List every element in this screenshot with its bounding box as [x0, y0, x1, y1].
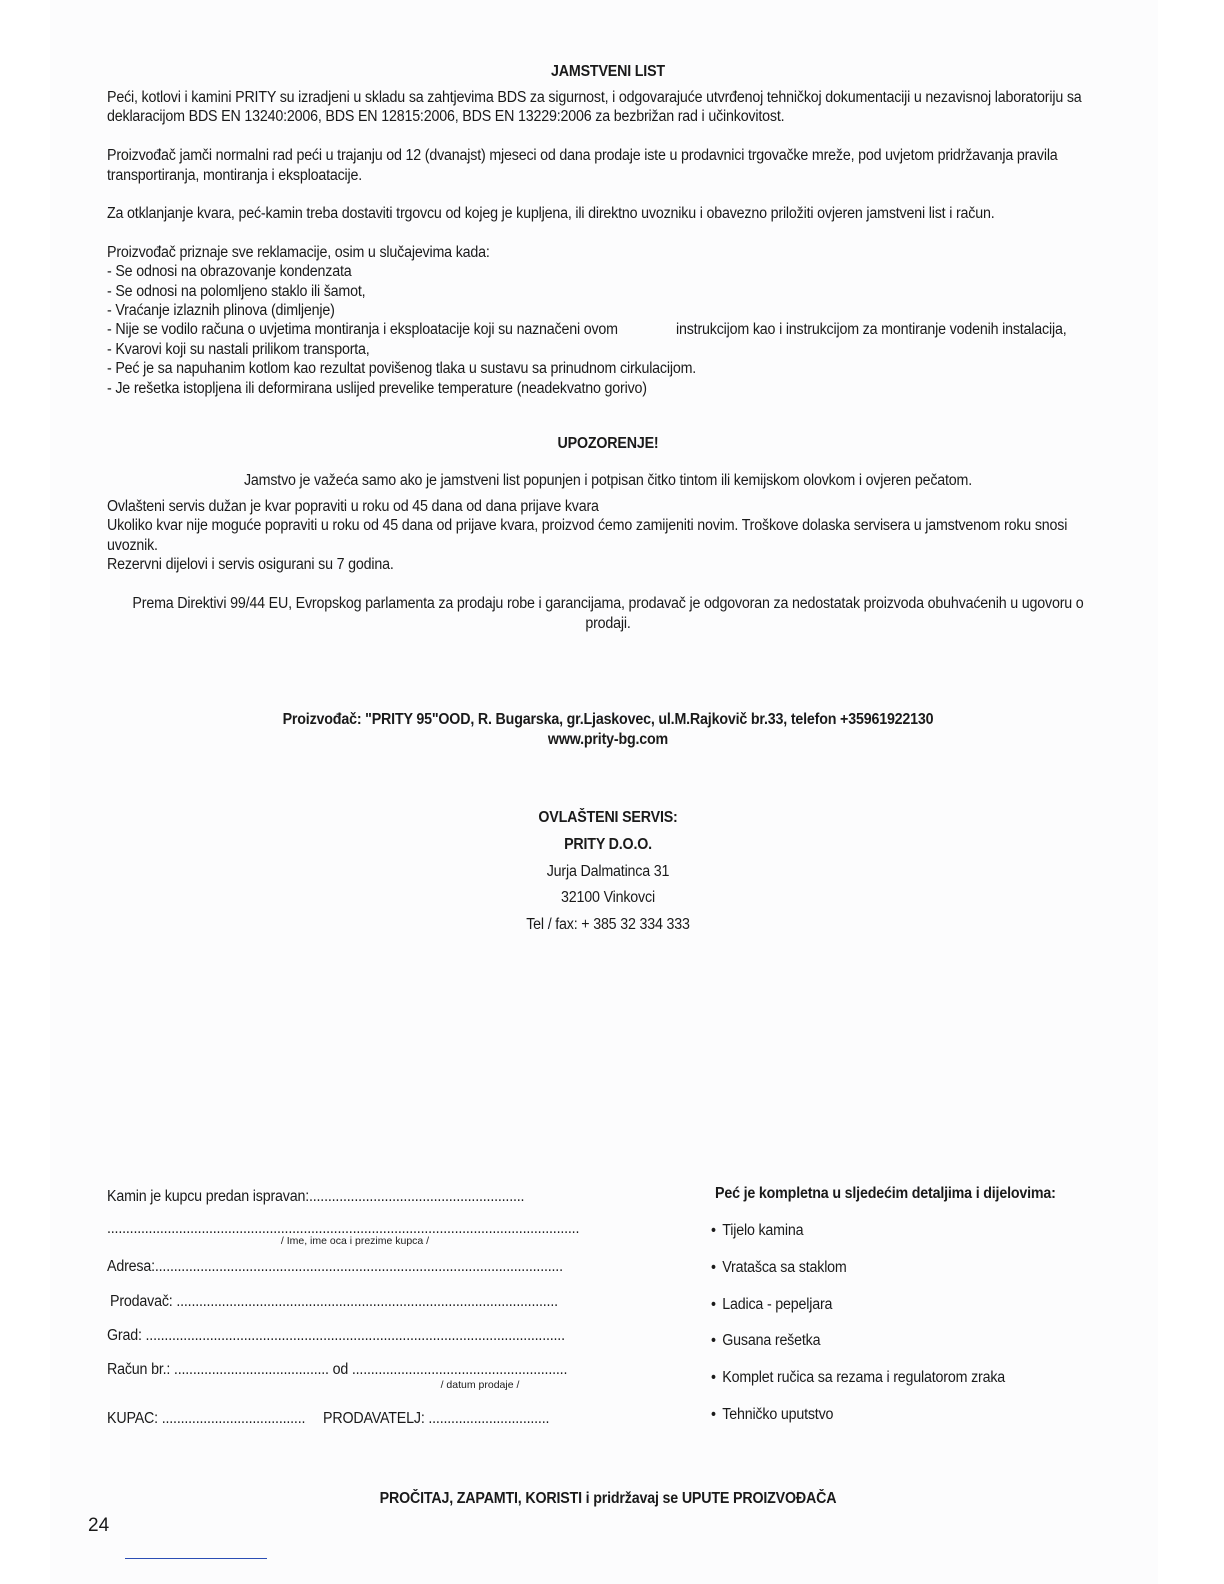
form-date-hint: / datum prodaje /: [440, 1379, 520, 1391]
form-name-hint: / Ime, ime oca i prezime kupca /: [280, 1235, 430, 1247]
service-heading: OVLAŠTENI SERVIS:: [538, 809, 678, 826]
form-address-field[interactable]: Adresa:............................................................................................................: [107, 1258, 563, 1275]
page-number: 24: [88, 1515, 110, 1536]
claims-item: - Vraćanje izlaznih plinova (dimljenje): [107, 302, 335, 319]
document-title: JAMSTVENI LIST: [551, 63, 665, 80]
claims-intro: Proizvođač priznaje sve reklamacije, osim u slučajevima kada:: [107, 244, 490, 261]
footer-note: PROČITAJ, ZAPAMTI, KORISTI i pridržavaj se UPUTE PROIZVOĐAČA: [379, 1490, 837, 1507]
repair-paragraph: Za otklanjanje kvara, peć-kamin treba dostaviti trgovcu od kojeg je kupljena, ili direktno uvozniku i obavezno priložiti ovjeren jamstveni list i račun.: [107, 205, 995, 222]
claims-item: - Se odnosi na polomljeno staklo ili šamot,: [107, 283, 366, 300]
form-invoice-field[interactable]: Račun br.: ......................................... od .........................................................: [107, 1361, 568, 1378]
claims-item: - Se odnosi na obrazovanje kondenzata: [107, 263, 352, 280]
completeness-item: • Tijelo kamina: [711, 1221, 803, 1241]
intro-line-2: deklaracijom BDS EN 13240:2006, BDS EN 12815:2006, BDS EN 13229:2006 za bezbrižan rad i učinkovitost.: [107, 108, 785, 125]
warning-service-2b: uvoznik.: [107, 537, 158, 554]
service-city: 32100 Vinkovci: [561, 889, 655, 906]
form-buyer-signature[interactable]: KUPAC: ......................................: [107, 1410, 306, 1427]
form-name-field[interactable]: .............................................................................................................................: [107, 1220, 580, 1237]
warning-directive-2: prodaji.: [585, 615, 631, 632]
form-city-field[interactable]: Grad: ...............................................................................................................: [107, 1327, 565, 1344]
guarantee-line-2: transportiranja, montiranja i eksploatacije.: [107, 167, 363, 184]
warning-service-2a: Ukoliko kvar nije moguće popraviti u roku od 45 dana od prijave kvara, proizvod ćemo zamijeniti novim. Troškove dolaska servisera u jamstvenom roku snosi: [107, 517, 1068, 534]
warning-service-1: Ovlašteni servis dužan je kvar popraviti u roku od 45 dana od dana prijave kvara: [107, 498, 599, 515]
manufacturer-website[interactable]: www.prity-bg.com: [547, 731, 669, 748]
warning-parts: Rezervni dijelovi i servis osigurani su 7 godina.: [107, 556, 394, 573]
form-delivered-field[interactable]: Kamin je kupcu predan ispravan:.........................................................: [107, 1188, 525, 1205]
warning-validity: Jamstvo je važeća samo ako je jamstveni list popunjen i potpisan čitko tintom ili kemijskom olovkom i ovjeren pečatom.: [243, 472, 973, 489]
completeness-item: • Komplet ručica sa rezama i regulatorom zraka: [711, 1368, 1005, 1388]
footnote-divider: [125, 1558, 267, 1559]
completeness-item: • Vratašca sa staklom: [711, 1258, 847, 1278]
completeness-item: • Tehničko uputstvo: [711, 1405, 833, 1425]
form-seller-field[interactable]: Prodavač: .....................................................................................................: [110, 1293, 558, 1310]
claims-item: - Je rešetka istopljena ili deformirana uslijed prevelike temperature (neadekvatno gorivo): [107, 380, 647, 397]
completeness-heading: Peć je kompletna u sljedećim detaljima i dijelovima:: [715, 1185, 1056, 1202]
guarantee-line-1: Proizvođač jamči normalni rad peći u trajanju od 12 (dvanajst) mjeseci od dana prodaje iste u prodavnici trgovačke mreže, pod uvjetom pridržavanja pravila: [107, 147, 1058, 164]
service-phone: Tel / fax: + 385 32 334 333: [526, 916, 690, 933]
service-street: Jurja Dalmatinca 31: [546, 863, 670, 880]
document-page: [50, 0, 1158, 1584]
form-seller-signature[interactable]: PRODAVATELJ: ................................: [323, 1410, 550, 1427]
claims-item: - Peć je sa napuhanim kotlom kao rezultat povišenog tlaka u sustavu sa prinudnom cirkulacijom.: [107, 360, 697, 377]
claims-item: - Nije se vodilo računa o uvjetima montiranja i eksploatacije koji su naznačeni ovom: [107, 321, 618, 338]
manufacturer-line: Proizvođač: "PRITY 95"OOD, R. Bugarska, gr.Ljaskovec, ul.M.Rajkovič br.33, telefon +35961922130: [282, 711, 934, 728]
claims-item: - Kvarovi koji su nastali prilikom transporta,: [107, 341, 370, 358]
service-company: PRITY D.O.O.: [564, 836, 652, 853]
warning-heading: UPOZORENJE!: [557, 435, 659, 452]
intro-line-1: Peći, kotlovi i kamini PRITY su izradjeni u skladu sa zahtjevima BDS za sigurnost, i odgovarajuće utvrđenoj tehničkoj dokumentaciji u nezavisnoj laboratoriju sa: [107, 89, 1082, 106]
warning-directive-1: Prema Direktivi 99/44 EU, Evropskog parlamenta za prodaju robe i garancijama, prodavač je odgovoran za nedostatak proizvoda obuhvaćenih u ugovoru o: [132, 595, 1084, 612]
completeness-item: • Ladica - pepeljara: [711, 1295, 832, 1315]
claims-item-continuation: instrukcijom kao i instrukcijom za montiranje vodenih instalacija,: [676, 321, 1067, 338]
completeness-item: • Gusana rešetka: [711, 1331, 820, 1351]
